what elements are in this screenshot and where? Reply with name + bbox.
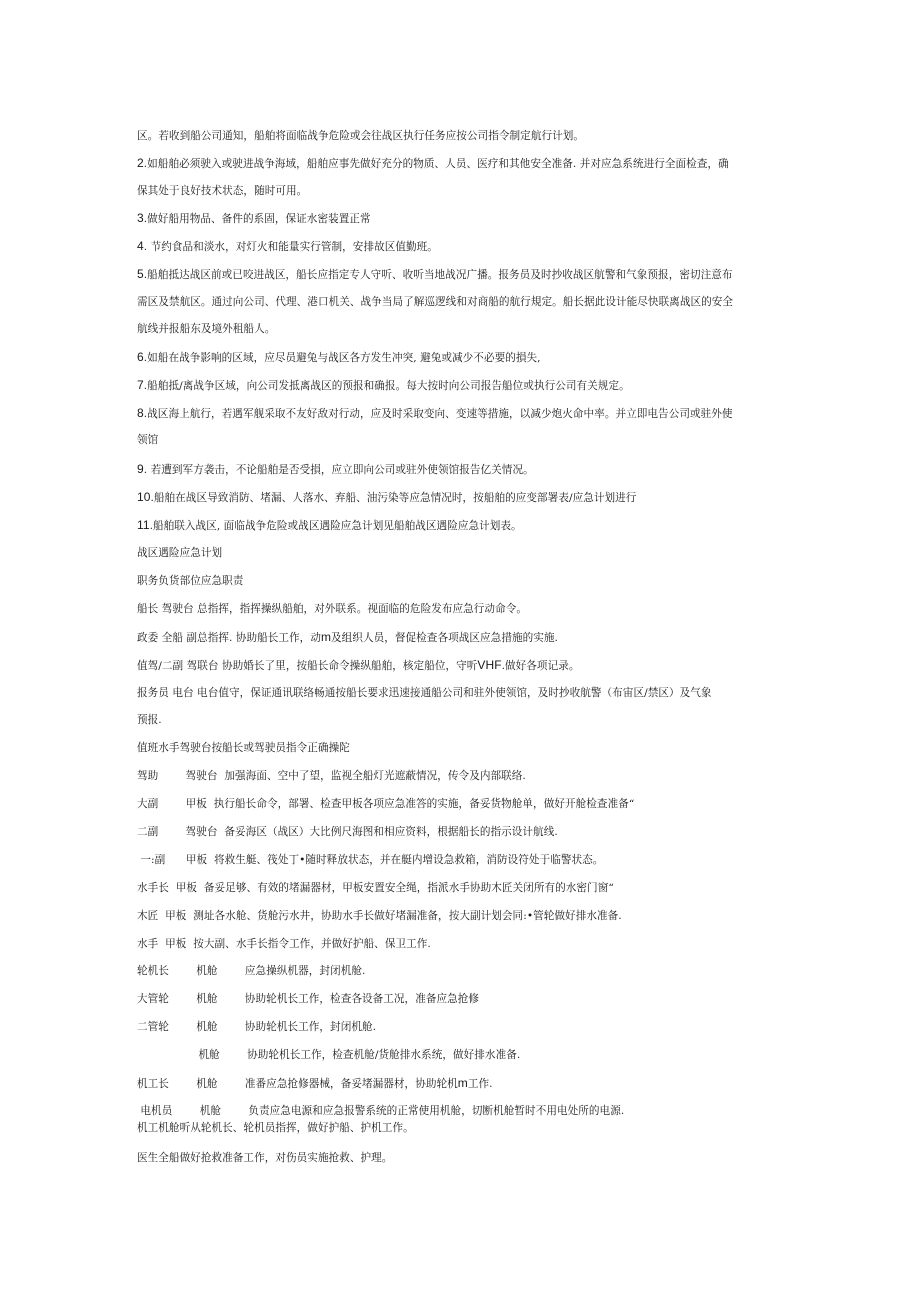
text-line: 战区遇险应急计划 (137, 547, 223, 559)
text-line: 政委 全船 副总指挥. 协助船长工作，动m及组织人员，督促检查各项战区应急措施的实施. (137, 630, 558, 644)
text-line: 一:副 甲板 将救生艇、筏处丁•随时释放状态，并在艇内增设急救箱，消防设符处于临警状态。 (137, 854, 604, 866)
text-line: 水手长 甲板 备妥足够、有效的堵漏器材，甲板安置安全绳，指派水手协助木匠关闭所有的水密门窗“ (137, 882, 614, 894)
text-line: 报务员 电台 电台值守，保证通讯联络畅通按船长要求迅速接通船公司和驻外使领馆，及时抄收航警（布宙区/禁区）及气象 (137, 687, 712, 699)
text-line: 领馆 (137, 434, 159, 446)
text-line: 机舱 协助轮机长工作，检查机舱/货舱排水系统，做好排水准备. (137, 1049, 521, 1061)
text-line: 7.船舶抵/离战争区域，向公司发抵离战区的预报和确报。每大按时向公司报告船位或执行公司有关规定。 (137, 378, 630, 392)
text-line: 航线并报船东及境外租船人。 (137, 323, 276, 335)
text-line: 8.战区海上航行，若遇军舰采取不友好敌对行动，应及时采取变向、变速等措施，以减少炮火命中率。并立即电告公司或驻外使 (137, 406, 733, 420)
text-line: 木匠 甲板 测址各水舱、货舱污水井，协助水手长做好堵漏准备，按大副计划会同:•管轮做好排水准备. (137, 910, 622, 922)
text-line: 6.如船在战争影响的区域，应尽员避兔与战区各方发生冲突, 避兔或减少不必要的損失, (137, 350, 541, 364)
text-line: 4. 节约食品和淡水，对灯火和能量实行管制，安排故区值勤班。 (137, 239, 438, 253)
text-line: 3.做好船用物品、备件的系固，保证水密装置正常 (137, 211, 371, 225)
text-line: 水手 甲板 按大副、水手长指令工作，并做好护船、保卫工作. (137, 938, 431, 950)
text-line: 值班水手驾驶台按船长或驾驶员指令正确操陀 (137, 742, 350, 754)
text-line: 船长 驾驶台 总指挥，指挥操纵船舶，对外联系。视面临的危险发布应急行动命令。 (137, 603, 528, 615)
text-line: 9. 若遭到军方袭击，不论船舶是否受損，应立即向公司或驻外使领馆报告亿关情况。 (137, 462, 534, 476)
text-line: 值驾/二副 驾联台 协助婚长了里，按船长命令操纵船舶，核定船位，守听VHF.做好各项记录。 (137, 658, 580, 672)
text-line: 驾助 驾驶台 加强海面、空中了望，监视全船灯光遮蔽情况，传令及内部联络. (137, 770, 526, 782)
text-line: 区。若收到船公司通知，船舶将面临战争危险或会往战区执行任务应按公司指令制定航行计划。 (137, 130, 585, 142)
text-line: 医生全船做好抢救准备工作，对伤员实施抢救、护理。 (137, 1152, 393, 1164)
text-line: 职务负货部位应急职责 (137, 575, 244, 587)
text-line: 大管轮 机舱 协助轮机长工作，检查各设备工况，准备应急抢修 (137, 993, 480, 1005)
text-line: 大副 甲板 执行船长命令，部署、检查甲板各项应急准答的实施，备妥货物舱单，做好开舱检查准备“ (137, 798, 635, 810)
text-line: 机工机舱听从轮机长、轮机员指挥，做好护船、护机工作。 (137, 1122, 414, 1134)
text-line: 预报. (137, 714, 162, 726)
text-line: 机工长 机舱 准番应急抢修器械，备妥堵漏器材，协助轮机m工作. (137, 1076, 493, 1090)
text-line: 二管轮 机舱 协助轮机长工作，封闭机舱. (137, 1021, 377, 1033)
text-line: 保其处于良好技术状态，随时可用。 (137, 185, 308, 197)
text-line: 电机员 机舱 负责应急电源和应急报警系统的正常使用机舱，切断机舱暂时不用电处所的电源. (137, 1105, 625, 1117)
text-line: 10.船舶在战区导致消防、堵漏、人落水、弃船、油污染等应急情况时，按船舶的应变部署表/应急计划进行 (137, 490, 637, 504)
text-line: 二副 驾驶台 备妥海区（战区）大比例尺海图和相应资料，根据船长的指示设计航线. (137, 826, 558, 838)
text-line: 需区及禁航区。通过向公司、代理、港口机关、战争当局了解巡逻线和对商船的航行規定。船长据此设计能尽快联离战区的安全 (137, 296, 734, 308)
text-line: 5.船舶抵达战区前或已咬进战区，船长应指定专人守听、收听当地战况广播。报务员及时抄收战区航警和气象预报，密切注意布 (137, 267, 733, 281)
text-line: 11.船舶联入战区, 面临战争危险或战区遇险应急计划见船舶战区遇险应急计划表。 (137, 518, 522, 532)
text-line: 2.如船舶必须驶入或驶进战争海域，船舶应事先做好充分的物质、人员、医疗和其他安全准备. 并对应急系统进行全面检查，确 (137, 156, 729, 170)
text-line: 轮机长 机舱 应急操纵机器，封闭机舱. (137, 965, 366, 977)
